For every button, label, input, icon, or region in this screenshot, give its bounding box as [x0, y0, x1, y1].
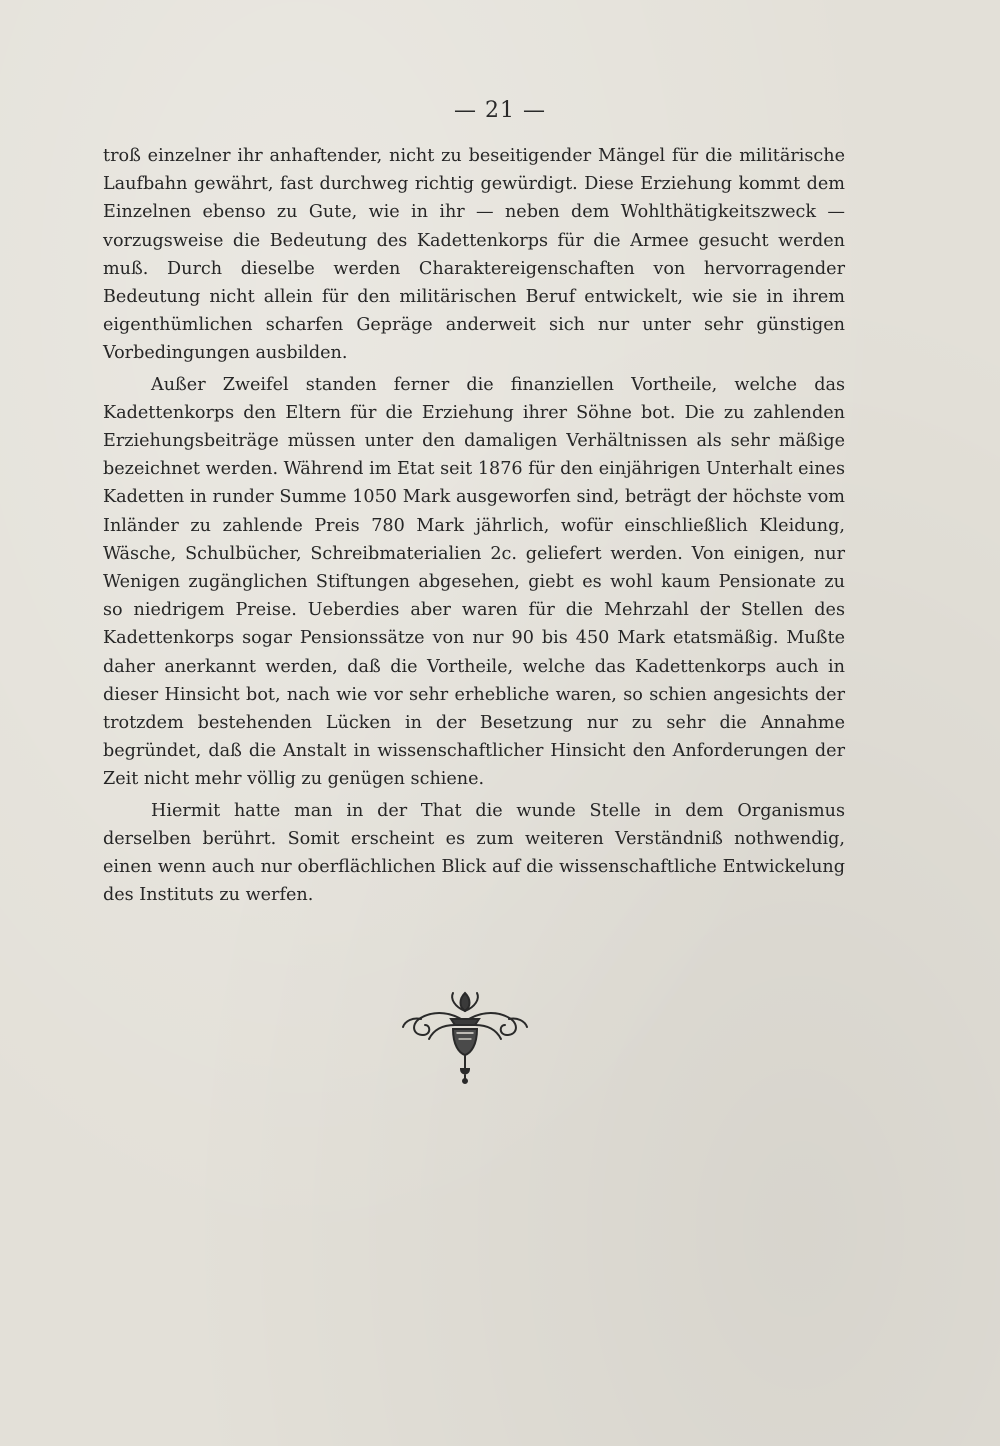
page-number: — 21 — [454, 98, 546, 123]
paragraph-1: troß einzelner ihr anhaftender, nicht zu beseitigender Mängel für die militärische Laufbahn gewährt, fast durchweg richtig gewürdigt. Diese Erziehung kommt dem Einzelnen ebenso zu Gute, wie in ihr — neben dem Wohlthätigkeitszweck — vorzugsweise die Bedeutung des Kadettenkorps für die Armee gesucht werden muß. Durch dieselbe werden Charaktereigenschaften von hervorragender Bedeutung nicht allein für den militärischen Beruf entwickelt, wie sie in ihrem eigenthümlichen scharfen Gepräge anderweit sich nur unter sehr günstigen Vorbedingungen ausbilden. [103, 146, 845, 364]
floral-vignette-icon [395, 985, 535, 1085]
paragraph-2: Außer Zweifel standen ferner die finanziellen Vortheile, welche das Kadettenkorps den Eltern für die Erziehung ihrer Söhne bot. Die zu zahlenden Erziehungsbeiträge müssen unter den damaligen Verhältnissen als sehr mäßige bezeichnet werden. Während im Etat seit 1876 für den einjährigen Unterhalt eines Kadetten in runder Summe 1050 Mark ausgeworfen sind, beträgt der höchste vom Inländer zu zahlende Preis 780 Mark jährlich, wofür einschließlich Kleidung, Wäsche, Schulbücher, Schreibmaterialien 2c. geliefert werden. Von einigen, nur Wenigen zugänglichen Stiftungen abgesehen, giebt es wohl kaum Pensionate zu so niedrigem Preise. Ueberdies aber waren für die Mehrzahl der Stellen des Kadettenkorps sogar Pensionssätze von nur 90 bis 450 Mark etatsmäßig. Mußte daher anerkannt werden, daß die Vortheile, welche das Kadettenkorps auch in dieser Hinsicht bot, nach wie vor sehr erhebliche waren, so schien angesichts der trotzdem bestehenden Lücken in der Besetzung nur zu sehr die Annahme begründet, daß die Anstalt in wissenschaftlicher Hinsicht den Anforderungen der Zeit nicht mehr völlig zu genügen schiene. [103, 374, 845, 790]
paragraph-3: Hiermit hatte man in der That die wunde Stelle in dem Organismus derselben berührt. Somit erscheint es zum weiteren Verständniß nothwendig, einen wenn auch nur oberflächlichen Blick auf die wissenschaftliche Entwickelung des Instituts zu werfen. [103, 800, 845, 906]
body-text [103, 142, 845, 909]
